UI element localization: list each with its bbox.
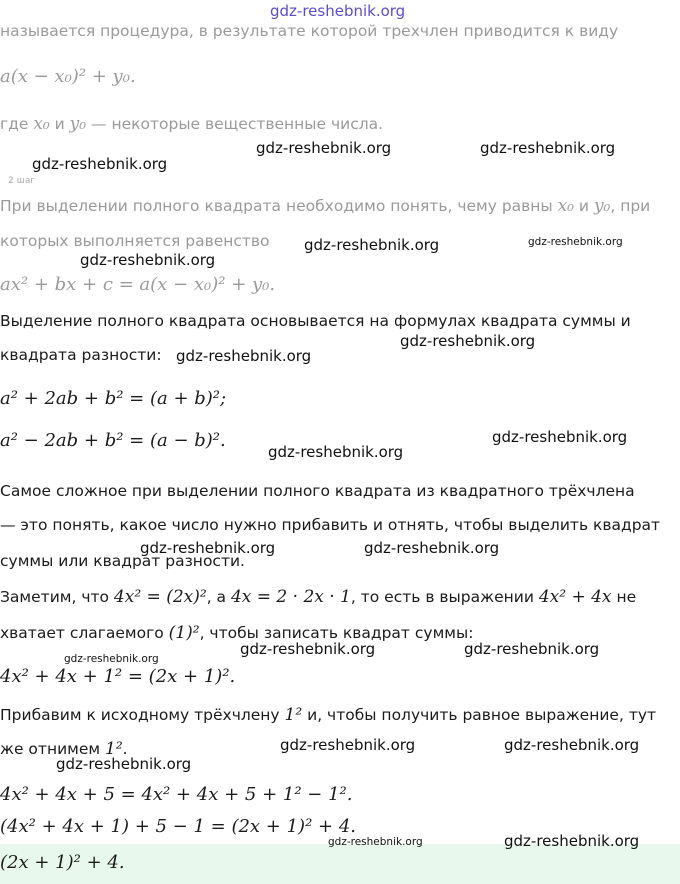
watermark: gdz-reshebnik.org xyxy=(32,155,168,173)
formula-diff-square: a² − 2ab + b² = (a − b)². xyxy=(0,430,226,451)
watermark: gdz-reshebnik.org xyxy=(464,640,600,658)
paragraph-line: же отнимем 1². xyxy=(0,739,128,759)
watermark: gdz-reshebnik.org xyxy=(504,736,640,754)
formula-add-subtract: 4x² + 4x + 5 = 4x² + 4x + 5 + 1² − 1². xyxy=(0,784,353,805)
formula-identity: ax² + bx + c = a(x − x₀)² + y₀. xyxy=(0,274,276,295)
paragraph-line: Выделение полного квадрата основывается на формулах квадрата суммы и xyxy=(0,312,631,330)
paragraph-line: При выделении полного квадрата необходимо понять, чему равны x₀ и y₀, при xyxy=(0,196,651,216)
paragraph-line: называется процедура, в результате которой трехчлен приводится к виду xyxy=(0,22,619,40)
watermark: gdz-reshebnik.org xyxy=(480,139,616,157)
watermark: gdz-reshebnik.org xyxy=(64,653,159,665)
watermark-top: gdz-reshebnik.org xyxy=(270,2,406,20)
paragraph-line: суммы или квадрат разности. xyxy=(0,552,245,570)
paragraph-line: — это понять, какое число нужно прибавить и отнять, чтобы выделить квадрат xyxy=(0,516,661,534)
watermark: gdz-reshebnik.org xyxy=(80,251,216,269)
paragraph-line: Прибавим к исходному трёхчлену 1² и, чтобы получить равное выражение, тут xyxy=(0,705,657,725)
watermark: gdz-reshebnik.org xyxy=(280,736,416,754)
paragraph-line: квадрата разности: xyxy=(0,346,162,364)
watermark: gdz-reshebnik.org xyxy=(364,539,500,557)
paragraph-line: хватает слагаемого (1)², чтобы записать квадрат суммы: xyxy=(0,623,474,643)
watermark: gdz-reshebnik.org xyxy=(304,236,440,254)
watermark: gdz-reshebnik.org xyxy=(504,832,640,850)
formula-sum-square: a² + 2ab + b² = (a + b)²; xyxy=(0,388,227,409)
formula-result: (2x + 1)² + 4. xyxy=(0,852,125,873)
paragraph-line: Самое сложное при выделении полного квадрата из квадратного трёхчлена xyxy=(0,482,635,500)
watermark: gdz-reshebnik.org xyxy=(328,836,423,848)
paragraph-line: которых выполняется равенство xyxy=(0,232,270,250)
paragraph-line: Заметим, что 4x² = (2x)², а 4x = 2 · 2x · 1, то есть в выражении 4x² + 4x не xyxy=(0,587,637,607)
watermark: gdz-reshebnik.org xyxy=(176,347,312,365)
formula-vertex-form: a(x − x₀)² + y₀. xyxy=(0,66,136,87)
watermark: gdz-reshebnik.org xyxy=(240,640,376,658)
formula-complete-square: 4x² + 4x + 1² = (2x + 1)². xyxy=(0,666,236,687)
watermark: gdz-reshebnik.org xyxy=(528,236,623,248)
cut-label: 2 шаг xyxy=(8,176,36,186)
watermark: gdz-reshebnik.org xyxy=(268,443,404,461)
watermark: gdz-reshebnik.org xyxy=(56,755,192,773)
watermark: gdz-reshebnik.org xyxy=(492,428,628,446)
watermark: gdz-reshebnik.org xyxy=(140,539,276,557)
watermark: gdz-reshebnik.org xyxy=(400,332,536,350)
watermark: gdz-reshebnik.org xyxy=(256,139,392,157)
formula-grouped: (4x² + 4x + 1) + 5 − 1 = (2x + 1)² + 4. xyxy=(0,816,356,837)
paragraph-line: где x₀ и y₀ — некоторые вещественные числа. xyxy=(0,114,384,134)
